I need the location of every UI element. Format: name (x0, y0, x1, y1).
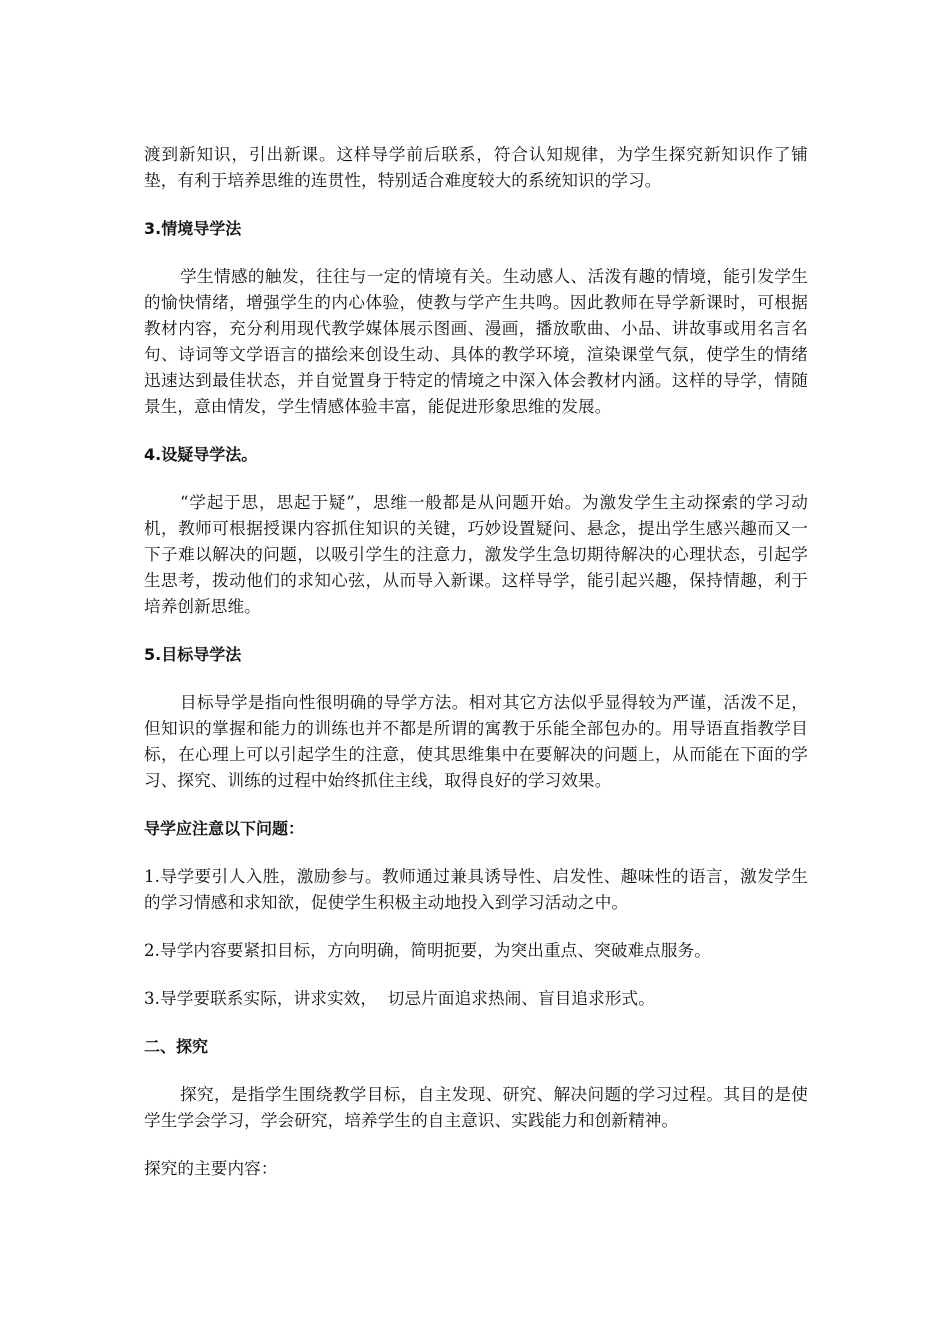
heading-notes: 导学应注意以下问题： (144, 819, 305, 838)
text-column (144, 142, 808, 1182)
note-item-2: 2.导学内容要紧扣目标，方向明确，简明扼要，为突出重点、突破难点服务。 (144, 941, 711, 960)
paragraph-goal-method: 目标导学是指向性很明确的导学方法。相对其它方法似乎显得较为严谨，活泼不足，但知识的掌握和能力的训练也并不都是所谓的寓教于乐能全部包办的。用导语直指教学目标，在心理上可以引起学生的注意，使其思维集中在要解决的问题上，从而能在下面的学习、探究、训练的过程中始终抓住主线，取得良好的学习效果。 (144, 693, 808, 790)
paragraph-inquiry-contents: 探究的主要内容： (144, 1159, 278, 1178)
heading-questioning-method: 4.设疑导学法。 (144, 445, 258, 464)
paragraph-intro-continuation: 渡到新知识，引出新课。这样导学前后联系，符合认知规律，为学生探究新知识作了铺垫，有利于培养思维的连贯性，特别适合难度较大的系统知识的学习。 (144, 145, 808, 190)
paragraph-situational-method: 学生情感的触发，往往与一定的情境有关。生动感人、活泼有趣的情境，能引发学生的愉快情绪，增强学生的内心体验，使教与学产生共鸣。因此教师在导学新课时，可根据教材内容，充分利用现代教学媒体展示图画、漫画，播放歌曲、小品、讲故事或用名言名句、诗词等文学语言的描绘来创设生动、具体的教学环境，渲染课堂气氛，使学生的情绪迅速达到最佳状态，并自觉置身于特定的情境之中深入体会教材内涵。这样的导学，情随景生，意由情发，学生情感体验丰富，能促进形象思维的发展。 (144, 267, 808, 416)
paragraph-inquiry: 探究，是指学生围绕教学目标，自主发现、研究、解决问题的学习过程。其目的是使学生学会学习，学会研究，培养学生的自主意识、实践能力和创新精神。 (144, 1085, 808, 1130)
heading-situational-method: 3.情境导学法 (144, 219, 242, 238)
note-item-3: 3.导学要联系实际，讲求实效， 切忌片面追求热闹、盲目追求形式。 (144, 989, 655, 1008)
paragraph-questioning-method: “学起于思，思起于疑”，思维一般都是从问题开始。为激发学生主动探索的学习动机，教师可根据授课内容抓住知识的关键，巧妙设置疑问、悬念，提出学生感兴趣而又一下子难以解决的问题，以吸引学生的注意力，激发学生急切期待解决的心理状态，引起学生思考，拨动他们的求知心弦，从而导入新课。这样导学，能引起兴趣，保持情趣，利于培养创新思维。 (144, 493, 808, 616)
heading-goal-method: 5.目标导学法 (144, 645, 242, 664)
note-item-1: 1.导学要引人入胜，激励参与。教师通过兼具诱导性、启发性、趣味性的语言，激发学生的学习情感和求知欲，促使学生积极主动地投入到学习活动之中。 (144, 867, 808, 912)
heading-inquiry: 二、探究 (144, 1037, 209, 1056)
